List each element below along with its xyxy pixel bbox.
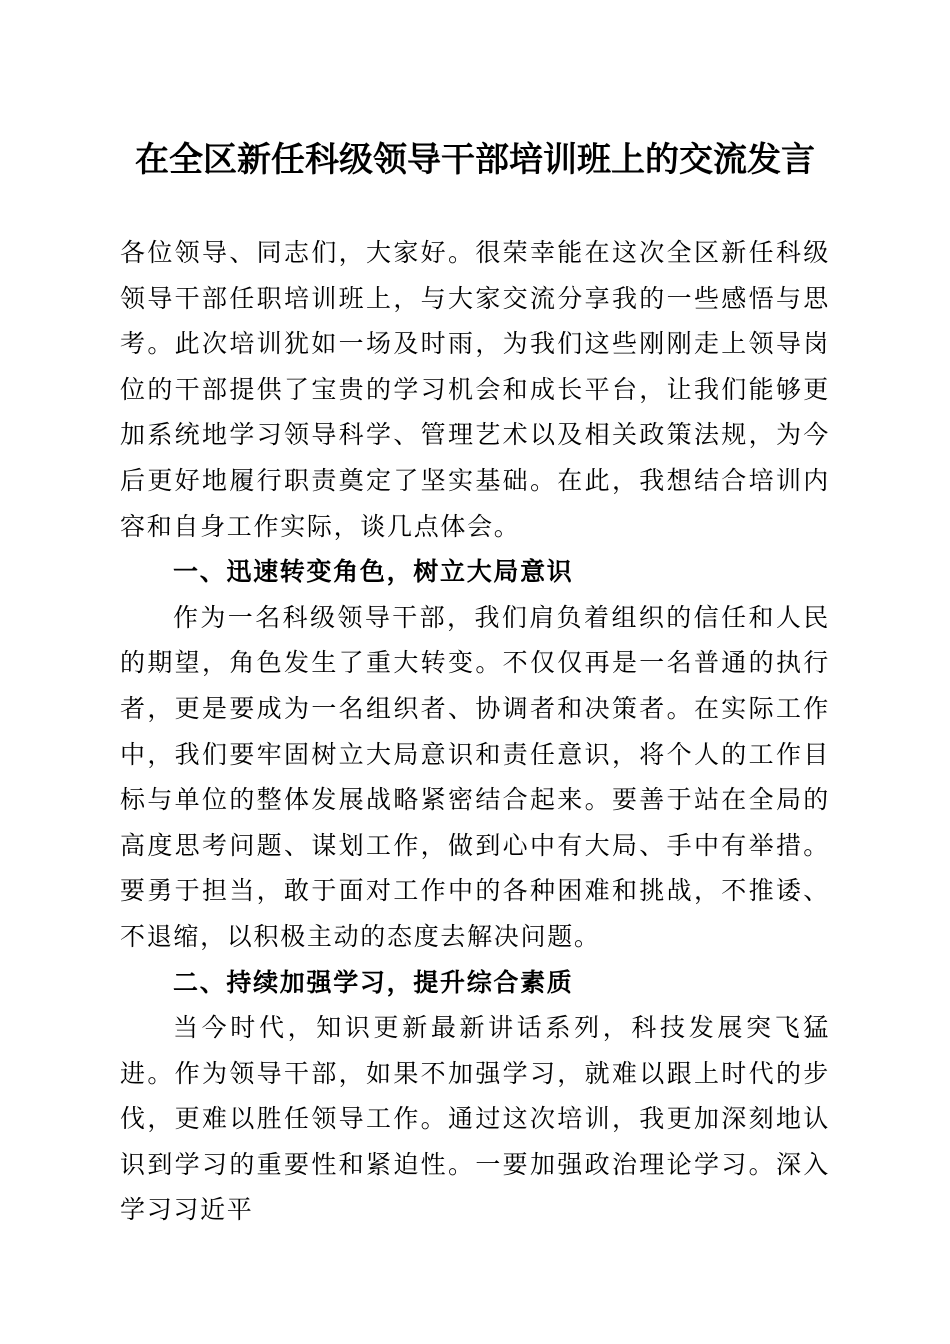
document-title: 在全区新任科级领导干部培训班上的交流发言: [135, 140, 815, 180]
section-paragraph-2: 当今时代，知识更新最新讲话系列，科技发展突飞猛进。作为领导干部，如果不加强学习，就难以跟上时代的步伐，更难以胜任领导工作。通过这次培训，我更加深刻地认识到学习的重要性和紧迫性。一要加强政治理论学习。深入学习习近平: [120, 1013, 830, 1225]
section-paragraph-1: 作为一名科级领导干部，我们肩负着组织的信任和人民的期望，角色发生了重大转变。不仅仅再是一名普通的执行者，更是要成为一名组织者、协调者和决策者。在实际工作中，我们要牢固树立大局意识和责任意识，将个人的工作目标与单位的整体发展战略紧密结合起来。要善于站在全局的高度思考问题、谋划工作，做到心中有大局、手中有举措。要勇于担当，敢于面对工作中的各种困难和挑战，不推诿、不退缩，以积极主动的态度去解决问题。: [120, 602, 830, 951]
intro-paragraph: 各位领导、同志们，大家好。很荣幸能在这次全区新任科级领导干部任职培训班上，与大家交流分享我的一些感悟与思考。此次培训犹如一场及时雨，为我们这些刚刚走上领导岗位的干部提供了宝贵的学习机会和成长平台，让我们能够更加系统地学习领导科学、管理艺术以及相关政策法规，为今后更好地履行职责奠定了坚实基础。在此，我想结合培训内容和自身工作实际，谈几点体会。: [120, 238, 830, 541]
document-body: [120, 230, 830, 1233]
section-heading-2: 二、持续加强学习，提升综合素质: [173, 967, 574, 997]
section-heading-1: 一、迅速转变角色，树立大局意识: [173, 557, 574, 587]
